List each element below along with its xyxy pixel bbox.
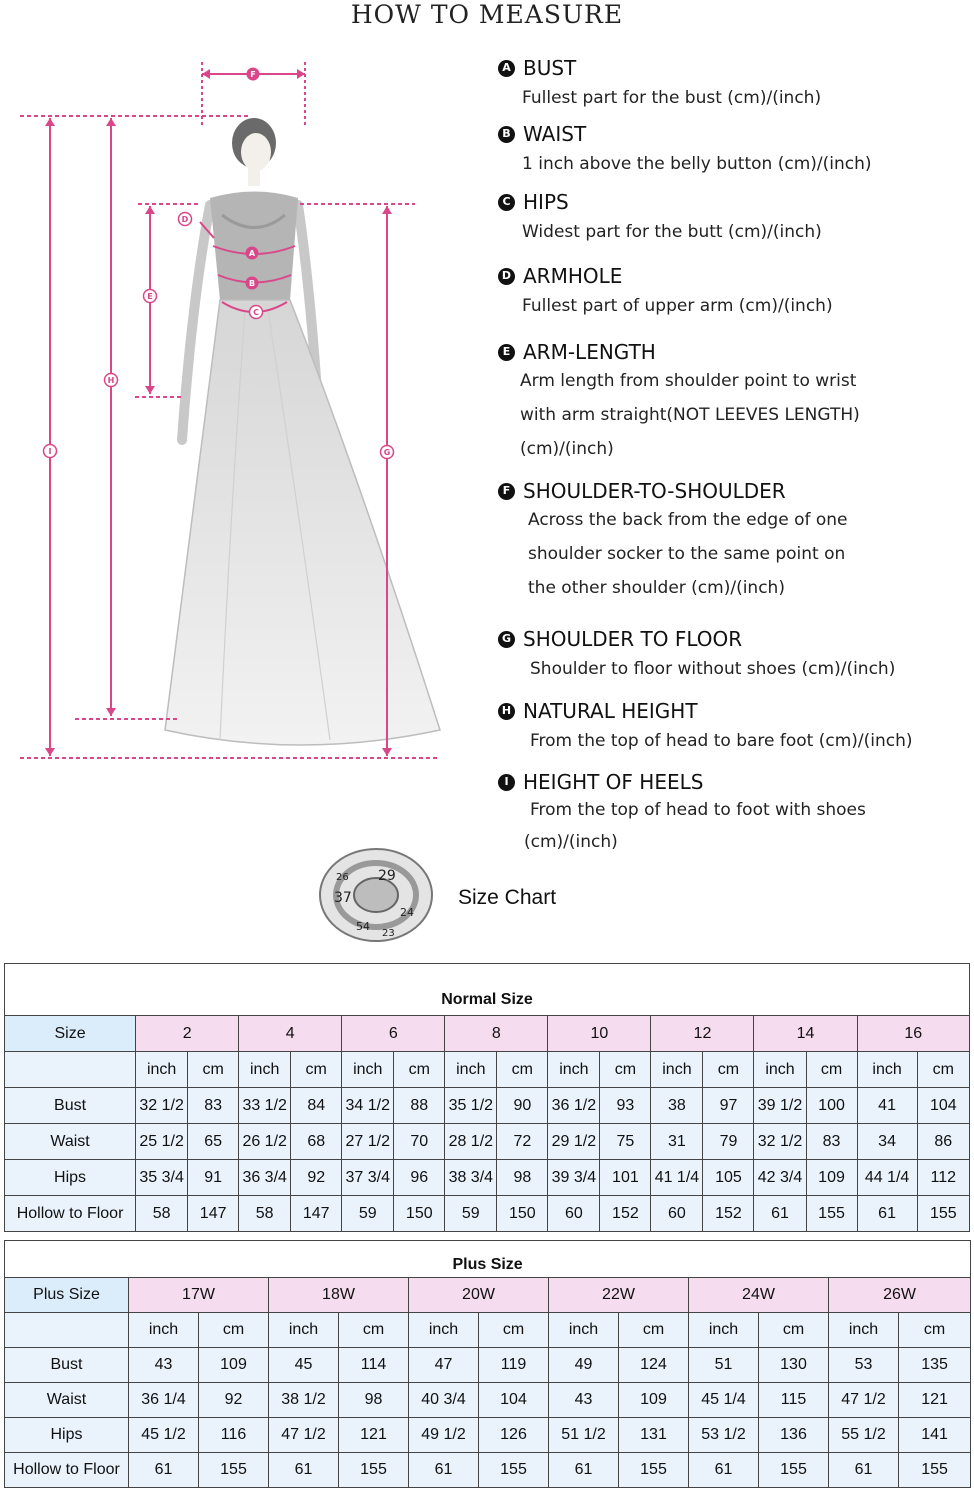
table-cell: 34 <box>857 1124 917 1160</box>
unit-header: cm <box>497 1052 548 1088</box>
table-cell: 41 <box>857 1088 917 1124</box>
row-label: Bust <box>5 1088 136 1124</box>
size-header: 4 <box>239 1016 342 1052</box>
badge-e: E <box>498 344 515 361</box>
table-cell: 155 <box>899 1453 971 1488</box>
unit-header: inch <box>689 1313 759 1348</box>
unit-header: cm <box>806 1052 857 1088</box>
table-cell: 83 <box>806 1124 857 1160</box>
table-cell: 152 <box>600 1196 651 1232</box>
table-cell: 45 <box>269 1348 339 1383</box>
measure-desc: with arm straight(NOT LEEVES LENGTH) <box>520 405 860 425</box>
measure-title: HEIGHT OF HEELS <box>523 770 704 794</box>
marker-f: F <box>250 70 256 79</box>
unit-header: cm <box>291 1052 342 1088</box>
table-cell: 47 <box>409 1348 479 1383</box>
table-cell: 75 <box>600 1124 651 1160</box>
badge-b: B <box>498 126 515 143</box>
size-row <box>5 1016 970 1052</box>
table-cell: 105 <box>703 1160 754 1196</box>
measure-desc: Arm length from shoulder point to wrist <box>520 371 857 391</box>
table-cell: 109 <box>806 1160 857 1196</box>
table-cell: 49 1/2 <box>409 1418 479 1453</box>
measure-armhole <box>498 264 968 318</box>
table-title: Plus Size <box>5 1241 971 1278</box>
unit-header: inch <box>445 1052 497 1088</box>
size-header: 20W <box>409 1278 549 1313</box>
table-cell: 28 1/2 <box>445 1124 497 1160</box>
table-cell: 58 <box>136 1196 188 1232</box>
marker-b: B <box>248 279 256 288</box>
table-cell: 61 <box>549 1453 619 1488</box>
unit-header: cm <box>899 1313 971 1348</box>
unit-header: inch <box>829 1313 899 1348</box>
table-cell: 155 <box>619 1453 689 1488</box>
table-cell: 29 1/2 <box>548 1124 600 1160</box>
size-header: 24W <box>689 1278 829 1313</box>
tape-number: 37 <box>334 890 352 906</box>
table-cell: 141 <box>899 1418 971 1453</box>
table-cell: 121 <box>899 1383 971 1418</box>
table-cell: 116 <box>199 1418 269 1453</box>
table-cell: 47 1/2 <box>829 1383 899 1418</box>
measure-desc: shoulder socker to the same point on <box>528 544 846 564</box>
badge-d: D <box>498 268 515 285</box>
unit-row <box>5 1052 970 1088</box>
table-cell: 36 3/4 <box>239 1160 291 1196</box>
model-sketch <box>165 118 440 745</box>
table-cell: 68 <box>291 1124 342 1160</box>
measure-bust <box>498 56 968 110</box>
row-label: Waist <box>5 1383 129 1418</box>
table-cell: 36 1/2 <box>548 1088 600 1124</box>
row-label: Waist <box>5 1124 136 1160</box>
tape-measure-icon <box>316 840 436 944</box>
unit-header: inch <box>548 1052 600 1088</box>
measure-height-of-heels <box>498 770 968 858</box>
table-cell: 31 <box>651 1124 703 1160</box>
table-cell: 104 <box>917 1088 969 1124</box>
badge-f: F <box>498 483 515 500</box>
size-label: Plus Size <box>5 1278 129 1313</box>
table-cell: 130 <box>759 1348 829 1383</box>
size-header: 18W <box>269 1278 409 1313</box>
unit-header: inch <box>342 1052 394 1088</box>
table-cell: 155 <box>806 1196 857 1232</box>
size-header: 2 <box>136 1016 239 1052</box>
unit-header: inch <box>651 1052 703 1088</box>
empty-cell <box>5 1052 136 1088</box>
measure-title: ARM-LENGTH <box>523 340 656 364</box>
measure-title: HIPS <box>523 190 569 214</box>
table-cell: 152 <box>703 1196 754 1232</box>
dress-measurement-illustration <box>0 40 480 780</box>
table-cell: 91 <box>188 1160 239 1196</box>
tape-number: 29 <box>378 868 396 884</box>
table-cell: 155 <box>917 1196 969 1232</box>
measure-desc: Widest part for the butt (cm)/(inch) <box>522 222 822 242</box>
table-cell: 34 1/2 <box>342 1088 394 1124</box>
table-cell: 51 <box>689 1348 759 1383</box>
table-cell: 155 <box>199 1453 269 1488</box>
table-cell: 147 <box>291 1196 342 1232</box>
measure-title: BUST <box>523 56 577 80</box>
table-cell: 61 <box>689 1453 759 1488</box>
table-row <box>5 1348 971 1383</box>
table-title: Normal Size <box>5 964 970 1016</box>
table-row <box>5 1383 971 1418</box>
badge-i: I <box>498 774 515 791</box>
table-cell: 55 1/2 <box>829 1418 899 1453</box>
measure-desc: From the top of head to bare foot (cm)/(inch) <box>530 731 913 751</box>
measure-desc: Across the back from the edge of one <box>528 510 848 530</box>
row-label: Hollow to Floor <box>5 1196 136 1232</box>
table-row <box>5 1160 970 1196</box>
unit-header: cm <box>479 1313 549 1348</box>
table-cell: 61 <box>754 1196 806 1232</box>
unit-header: cm <box>917 1052 969 1088</box>
row-label: Hips <box>5 1418 129 1453</box>
marker-i: I <box>48 447 52 456</box>
size-header: 16 <box>857 1016 969 1052</box>
size-header: 8 <box>445 1016 548 1052</box>
size-chart-label: Size Chart <box>458 886 557 909</box>
table-cell: 155 <box>479 1453 549 1488</box>
table-cell: 92 <box>199 1383 269 1418</box>
empty-cell <box>5 1313 129 1348</box>
marker-a: A <box>248 249 256 258</box>
badge-g: G <box>498 631 515 648</box>
table-cell: 150 <box>394 1196 445 1232</box>
table-cell: 37 3/4 <box>342 1160 394 1196</box>
measure-title: WAIST <box>523 122 587 146</box>
table-cell: 39 3/4 <box>548 1160 600 1196</box>
table-cell: 147 <box>188 1196 239 1232</box>
measure-title: SHOULDER-TO-SHOULDER <box>523 479 786 503</box>
table-cell: 79 <box>703 1124 754 1160</box>
table-cell: 33 1/2 <box>239 1088 291 1124</box>
size-header: 12 <box>651 1016 754 1052</box>
table-cell: 109 <box>619 1383 689 1418</box>
table-cell: 155 <box>339 1453 409 1488</box>
table-cell: 61 <box>409 1453 479 1488</box>
table-cell: 88 <box>394 1088 445 1124</box>
unit-header: inch <box>239 1052 291 1088</box>
unit-header: cm <box>199 1313 269 1348</box>
table-cell: 124 <box>619 1348 689 1383</box>
table-cell: 35 3/4 <box>136 1160 188 1196</box>
measure-shoulder-to-floor <box>498 627 968 681</box>
page-title: HOW TO MEASURE <box>350 0 624 29</box>
marker-g: G <box>383 448 391 457</box>
row-label: Hollow to Floor <box>5 1453 129 1488</box>
row-label: Bust <box>5 1348 129 1383</box>
table-cell: 98 <box>339 1383 409 1418</box>
table-cell: 51 1/2 <box>549 1418 619 1453</box>
measure-desc: From the top of head to foot with shoes <box>530 800 866 820</box>
plus-size-table <box>4 1240 971 1488</box>
size-row <box>5 1278 971 1313</box>
table-cell: 135 <box>899 1348 971 1383</box>
table-cell: 43 <box>129 1348 199 1383</box>
table-cell: 104 <box>479 1383 549 1418</box>
badge-h: H <box>498 703 515 720</box>
size-header: 14 <box>754 1016 857 1052</box>
table-row <box>5 1418 971 1453</box>
tape-number: 23 <box>382 928 395 939</box>
unit-header: cm <box>188 1052 239 1088</box>
badge-c: C <box>498 194 515 211</box>
measure-desc: 1 inch above the belly button (cm)/(inch) <box>522 154 872 174</box>
table-cell: 32 1/2 <box>136 1088 188 1124</box>
table-cell: 36 1/4 <box>129 1383 199 1418</box>
table-row <box>5 1124 970 1160</box>
tape-number: 26 <box>336 872 349 883</box>
measure-desc: Shoulder to floor without shoes (cm)/(inch) <box>530 659 896 679</box>
table-cell: 98 <box>497 1160 548 1196</box>
measure-desc: Fullest part for the bust (cm)/(inch) <box>522 88 822 108</box>
table-cell: 38 1/2 <box>269 1383 339 1418</box>
table-cell: 42 3/4 <box>754 1160 806 1196</box>
table-cell: 39 1/2 <box>754 1088 806 1124</box>
table-cell: 121 <box>339 1418 409 1453</box>
unit-header: cm <box>759 1313 829 1348</box>
table-cell: 43 <box>549 1383 619 1418</box>
table-cell: 150 <box>497 1196 548 1232</box>
unit-header: inch <box>549 1313 619 1348</box>
table-cell: 61 <box>857 1196 917 1232</box>
table-cell: 100 <box>806 1088 857 1124</box>
measure-title: NATURAL HEIGHT <box>523 699 698 723</box>
tape-number: 54 <box>356 920 370 933</box>
table-cell: 70 <box>394 1124 445 1160</box>
table-row <box>5 1453 971 1488</box>
size-header: 26W <box>829 1278 971 1313</box>
size-header: 17W <box>129 1278 269 1313</box>
table-cell: 45 1/4 <box>689 1383 759 1418</box>
size-label: Size <box>5 1016 136 1052</box>
table-cell: 60 <box>548 1196 600 1232</box>
unit-header: cm <box>619 1313 689 1348</box>
table-cell: 126 <box>479 1418 549 1453</box>
table-cell: 114 <box>339 1348 409 1383</box>
measure-hips <box>498 190 968 244</box>
marker-e: E <box>147 292 153 301</box>
measure-title: SHOULDER TO FLOOR <box>523 627 743 651</box>
table-cell: 41 1/4 <box>651 1160 703 1196</box>
table-cell: 72 <box>497 1124 548 1160</box>
unit-header: inch <box>754 1052 806 1088</box>
marker-d: D <box>181 215 189 224</box>
table-cell: 96 <box>394 1160 445 1196</box>
unit-header: cm <box>339 1313 409 1348</box>
measure-shoulder-to-shoulder <box>498 479 968 605</box>
table-cell: 40 3/4 <box>409 1383 479 1418</box>
table-cell: 101 <box>600 1160 651 1196</box>
table-cell: 61 <box>129 1453 199 1488</box>
table-cell: 27 1/2 <box>342 1124 394 1160</box>
table-cell: 35 1/2 <box>445 1088 497 1124</box>
table-cell: 61 <box>269 1453 339 1488</box>
size-header: 22W <box>549 1278 689 1313</box>
measure-natural-height <box>498 699 968 753</box>
unit-header: inch <box>409 1313 479 1348</box>
tape-number: 24 <box>400 906 414 919</box>
measure-desc: (cm)/(inch) <box>524 832 618 852</box>
unit-row <box>5 1313 971 1348</box>
table-row <box>5 1196 970 1232</box>
measure-desc: (cm)/(inch) <box>520 439 614 459</box>
unit-header: cm <box>600 1052 651 1088</box>
table-cell: 109 <box>199 1348 269 1383</box>
table-cell: 84 <box>291 1088 342 1124</box>
size-header: 6 <box>342 1016 445 1052</box>
badge-a: A <box>498 60 515 77</box>
table-cell: 155 <box>759 1453 829 1488</box>
table-cell: 65 <box>188 1124 239 1160</box>
table-cell: 47 1/2 <box>269 1418 339 1453</box>
marker-c: C <box>253 308 259 317</box>
table-cell: 59 <box>342 1196 394 1232</box>
table-cell: 115 <box>759 1383 829 1418</box>
table-cell: 60 <box>651 1196 703 1232</box>
table-cell: 25 1/2 <box>136 1124 188 1160</box>
table-cell: 32 1/2 <box>754 1124 806 1160</box>
table-cell: 92 <box>291 1160 342 1196</box>
table-cell: 112 <box>917 1160 969 1196</box>
table-cell: 26 1/2 <box>239 1124 291 1160</box>
table-cell: 136 <box>759 1418 829 1453</box>
table-cell: 93 <box>600 1088 651 1124</box>
table-cell: 61 <box>829 1453 899 1488</box>
unit-header: cm <box>703 1052 754 1088</box>
measure-title: ARMHOLE <box>523 264 623 288</box>
normal-size-table <box>4 963 970 1232</box>
table-cell: 49 <box>549 1348 619 1383</box>
table-cell: 83 <box>188 1088 239 1124</box>
marker-h: H <box>107 376 115 385</box>
table-cell: 131 <box>619 1418 689 1453</box>
measure-waist <box>498 122 968 176</box>
table-cell: 58 <box>239 1196 291 1232</box>
size-header: 10 <box>548 1016 651 1052</box>
table-cell: 53 1/2 <box>689 1418 759 1453</box>
measure-desc: Fullest part of upper arm (cm)/(inch) <box>522 296 833 316</box>
measure-desc: the other shoulder (cm)/(inch) <box>528 578 785 598</box>
table-cell: 53 <box>829 1348 899 1383</box>
table-cell: 38 3/4 <box>445 1160 497 1196</box>
unit-header: cm <box>394 1052 445 1088</box>
table-cell: 59 <box>445 1196 497 1232</box>
table-cell: 97 <box>703 1088 754 1124</box>
table-cell: 119 <box>479 1348 549 1383</box>
table-cell: 86 <box>917 1124 969 1160</box>
table-row <box>5 1088 970 1124</box>
unit-header: inch <box>136 1052 188 1088</box>
measure-arm-length <box>498 340 968 466</box>
unit-header: inch <box>857 1052 917 1088</box>
table-cell: 44 1/4 <box>857 1160 917 1196</box>
unit-header: inch <box>269 1313 339 1348</box>
table-cell: 45 1/2 <box>129 1418 199 1453</box>
unit-header: inch <box>129 1313 199 1348</box>
table-cell: 90 <box>497 1088 548 1124</box>
table-cell: 38 <box>651 1088 703 1124</box>
row-label: Hips <box>5 1160 136 1196</box>
